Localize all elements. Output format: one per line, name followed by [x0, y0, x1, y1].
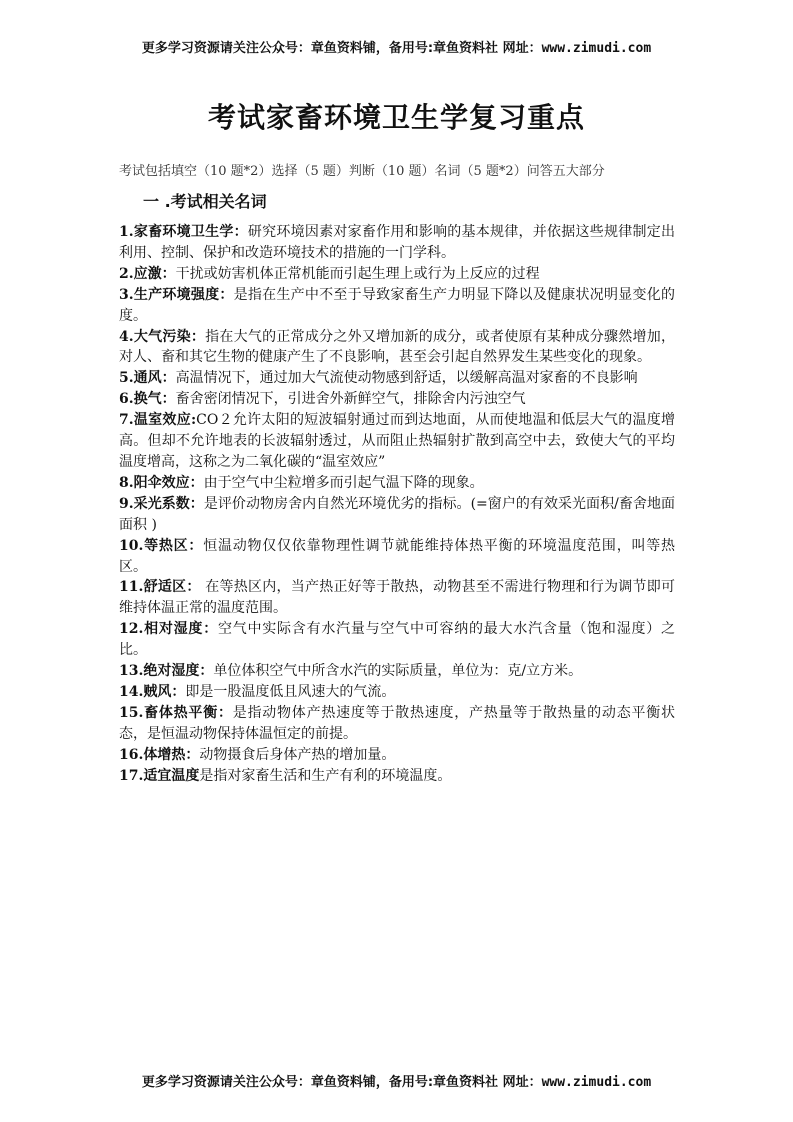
term-definition: 由于空气中尘粒增多而引起气温下降的现象。 [203, 474, 484, 491]
term-name: 换气： [133, 391, 176, 408]
term-item [119, 682, 675, 703]
term-number: 3. [119, 286, 134, 303]
term-definition: 高温情况下，通过加大气流使动物感到舒适，以缓解高温对家畜的不良影响 [175, 370, 638, 387]
term-number: 4. [119, 328, 134, 345]
term-number: 10. [119, 537, 144, 554]
footer-url[interactable]: www.zimudi.com [541, 1075, 652, 1090]
term-number: 13. [119, 663, 144, 680]
header-text: 更多学习资源请关注公众号：章鱼资料铺，备用号:章鱼资料社 网址： [141, 41, 542, 56]
term-number: 15. [119, 704, 144, 721]
term-name: 相对湿度： [143, 621, 218, 638]
term-name: 阳伞效应： [133, 474, 204, 491]
term-definition: 是指动物体产热速度等于散热速度，产热量等于散热量的动态平衡状态，是恒温动物保持体温恒定的前提。 [119, 704, 675, 742]
term-item [119, 661, 675, 682]
term-item [119, 577, 675, 619]
term-item [119, 494, 675, 536]
term-number: 1. [119, 224, 134, 240]
term-name: 应激： [133, 265, 176, 282]
term-item [119, 536, 675, 578]
term-name: 舒适区： [143, 579, 201, 596]
term-number: 6. [119, 391, 134, 408]
term-definition: 研究环境因素对家畜作用和影响的基本规律，并依据这些规律制定出利用、控制、保护和改造环境技术的措施的一门学科。 [119, 224, 676, 261]
term-name: 畜体热平衡： [143, 704, 233, 721]
term-definition: 是评价动物房舍内自然光环境优劣的指标。(=窗户的有效采光面积/畜舍地面面积 ) [119, 495, 675, 533]
term-definition: CO２允许太阳的短波辐射通过而到达地面，从而使地温和低层大气的温度增高。但却不允许地表的长波辐射透过，从而阻止热辐射扩散到高空中去，致使大气的平均温度增高，这称之为二氧化碳的“温室效应” [119, 412, 676, 470]
term-item [119, 222, 675, 264]
term-item [119, 368, 675, 389]
term-name: 贼风： [143, 683, 186, 700]
term-item [119, 619, 675, 661]
term-list [119, 222, 675, 786]
term-item [119, 264, 675, 285]
term-number: 5. [119, 370, 134, 387]
term-number: 9. [119, 495, 134, 512]
term-number: 12. [119, 621, 144, 638]
term-number: 14. [119, 683, 144, 700]
header-url[interactable]: www.zimudi.com [541, 41, 652, 56]
term-number: 2. [119, 265, 134, 282]
term-name: 家畜环境卫生学： [133, 224, 248, 240]
term-definition: 畜舍密闭情况下，引进舍外新鲜空气，排除舍内污浊空气 [175, 391, 526, 408]
term-item [119, 389, 675, 410]
term-name: 体增热： [143, 746, 200, 763]
page-header [0, 37, 793, 56]
section-heading: 一 .考试相关名词 [143, 192, 267, 211]
term-name: 生产环境强度： [133, 286, 234, 303]
term-item [119, 285, 675, 327]
term-name: 通风： [133, 370, 176, 387]
term-definition: 是指对家畜生活和生产有利的环境温度。 [199, 767, 452, 784]
term-definition: 单位体积空气中所含水汽的实际质量，单位为：克/立方米。 [213, 663, 583, 680]
term-definition: 恒温动物仅仅依靠物理性调节就能维持体热平衡的环境温度范围，叫等热区。 [119, 537, 676, 575]
exam-intro: 考试包括填空（10 题*2）选择（5 题）判断（10 题）名词（5 题*2）问答五大部分 [119, 164, 605, 179]
term-number: 11. [119, 579, 144, 596]
term-number: 17. [119, 767, 144, 784]
term-name: 大气污染： [133, 328, 206, 345]
term-number: 7. [119, 412, 134, 429]
term-definition: 在等热区内，当产热正好等于散热，动物甚至不需进行物理和行为调节即可维持体温正常的温度范围。 [119, 579, 676, 617]
term-definition: 即是一股温度低且风速大的气流。 [185, 683, 396, 700]
term-name: 适宜温度 [143, 767, 200, 784]
term-definition: 干扰或妨害机体正常机能而引起生理上或行为上反应的过程 [175, 265, 540, 282]
term-name: 温室效应: [133, 412, 197, 429]
term-item [119, 703, 675, 745]
term-definition: 空气中实际含有水汽量与空气中可容纳的最大水汽含量（饱和湿度）之比。 [119, 621, 676, 659]
document-title: 考试家畜环境卫生学复习重点 [207, 101, 585, 134]
term-name: 等热区： [143, 537, 204, 554]
term-item [119, 745, 675, 766]
term-item [119, 766, 675, 787]
term-name: 采光系数： [133, 495, 204, 512]
term-item [119, 410, 675, 473]
term-definition: 动物摄食后身体产热的增加量。 [199, 746, 396, 763]
term-item [119, 327, 675, 369]
term-number: 16. [119, 746, 144, 763]
term-definition: 是指在生产中不至于导致家畜生产力明显下降以及健康状况明显变化的度。 [119, 286, 676, 324]
term-definition: 指在大气的正常成分之外又增加新的成分，或者使原有某种成分骤然增加，对人、畜和其它生物的健康产生了不良影响，甚至会引起自然界发生某些变化的现象。 [119, 328, 676, 366]
footer-text: 更多学习资源请关注公众号：章鱼资料铺，备用号:章鱼资料社 网址： [141, 1075, 542, 1090]
page-footer [0, 1071, 793, 1090]
term-item [119, 473, 675, 494]
term-number: 8. [119, 474, 134, 491]
term-name: 绝对湿度： [143, 663, 214, 680]
